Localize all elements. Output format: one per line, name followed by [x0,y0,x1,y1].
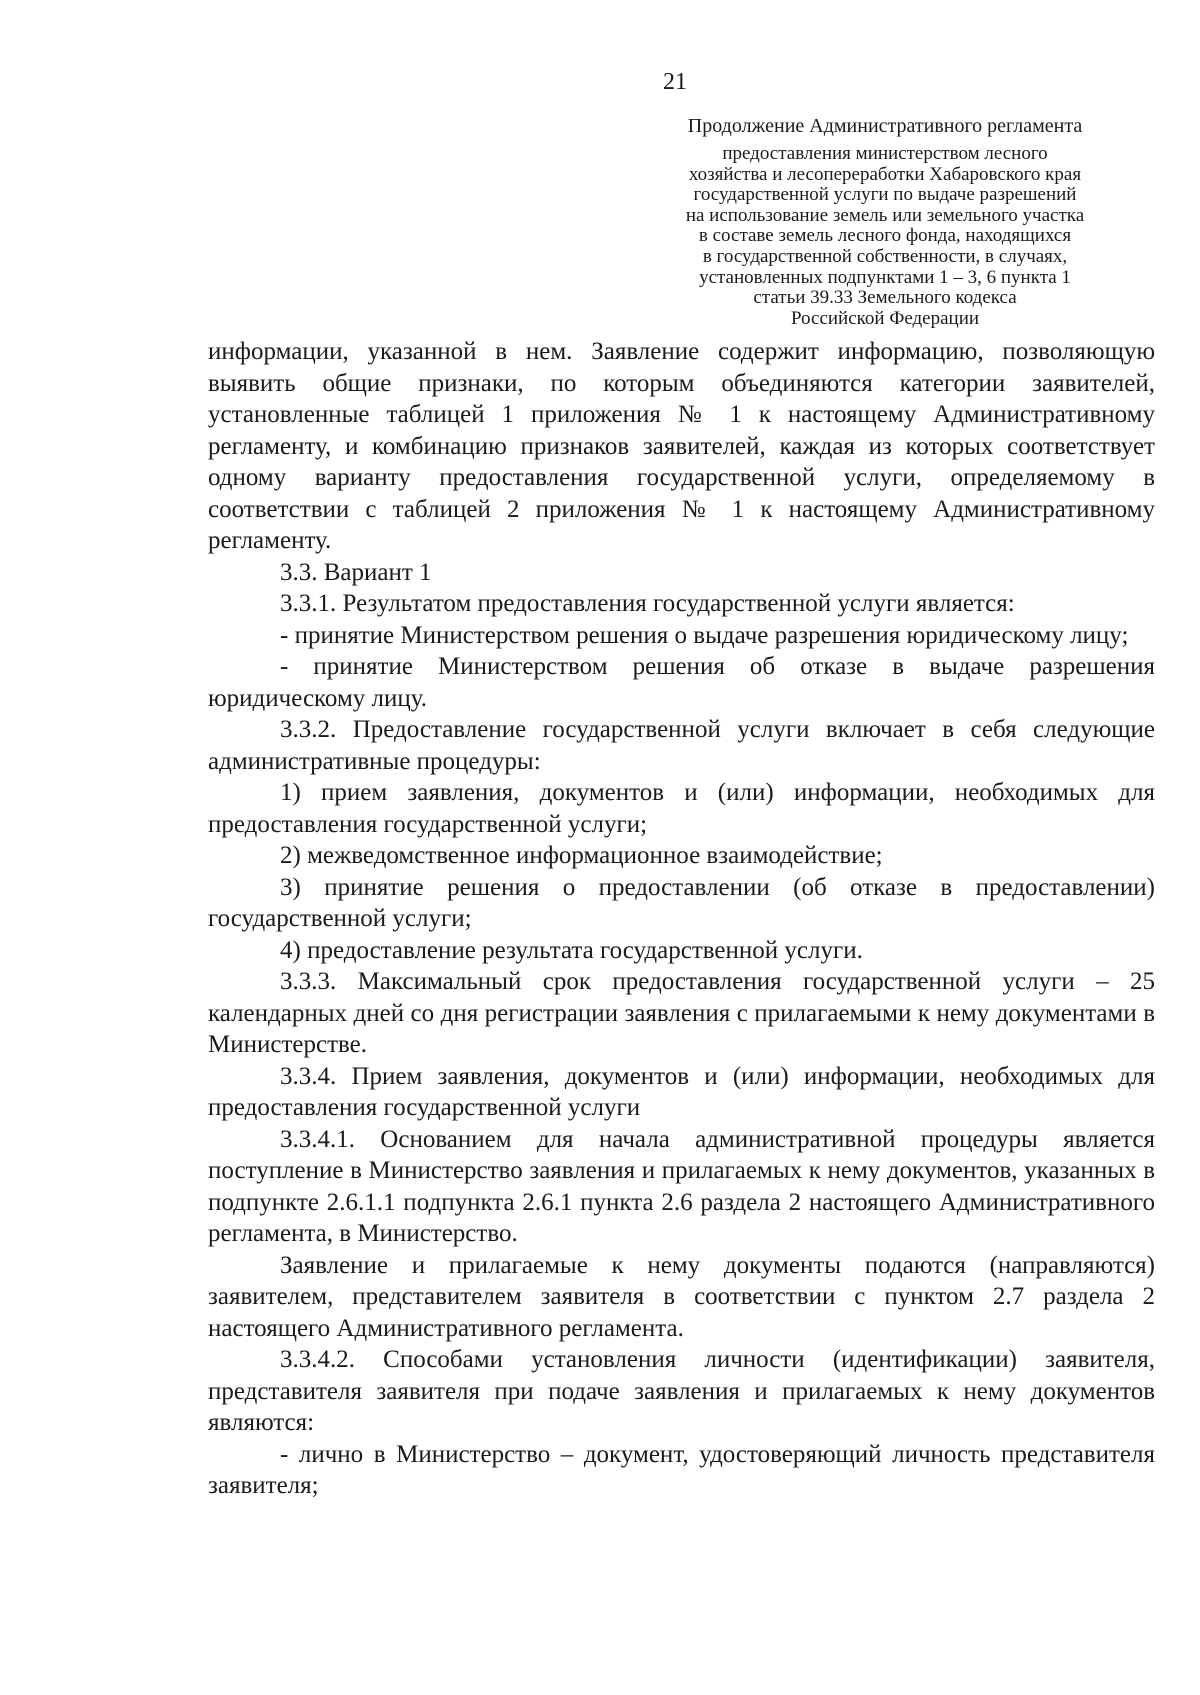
page-number: 21 [663,69,687,95]
header-line: статьи 39.33 Земельного кодекса [753,287,1017,309]
list-item-in-person: - лично в Министерство – документ, удостоверяющий личность представителя заявителя; [208,1440,1155,1499]
procedure-item-1: 1) прием заявления, документов и (или) информации, необходимых для предоставления государственной услуги; [208,779,1155,838]
list-item-result-refusal: - принятие Министерством решения об отказе в выдаче разрешения юридическому лицу. [208,653,1155,712]
section-heading-3-3: 3.3. Вариант 1 [280,558,432,586]
header-line: в государственной собственности, в случаях, [702,245,1068,267]
document-header [625,112,1145,329]
header-line: на использование земель или земельного участка [685,204,1085,226]
list-item-result-issue: - принятие Министерством решения о выдаче разрешения юридическому лицу; [280,621,1129,649]
header-line: Российской Федерации [790,307,980,329]
paragraph-continuation: информации, указанной в нем. Заявление содержит информацию, позволяющую выявить общие признаки, по которым объединяются категории заявителей, установленные таблицей 1 приложения № 1 к настоящему Административному регламенту, и комбинацию признаков заявителей, каждая из которых соответствует одному варианту предоставления государственной услуги, определяемому в соответствии с таблицей 2 приложения № 1 к настоящему Административному регламенту. [208,338,1155,554]
procedure-item-4: 4) предоставление результата государственной услуги. [280,936,863,964]
paragraph-3-3-4: 3.3.4. Прием заявления, документов и (или) информации, необходимых для предоставления государственной услуги [208,1062,1155,1121]
paragraph-3-3-2: 3.3.2. Предоставление государственной услуги включает в себя следующие административные процедуры: [208,716,1155,775]
paragraph-3-3-1: 3.3.1. Результатом предоставления государственной услуги является: [280,590,1015,617]
header-title: Продолжение Административного регламента [687,115,1083,137]
paragraph-3-3-3: 3.3.3. Максимальный срок предоставления государственной услуги – 25 календарных дней со дня регистрации заявления с прилагаемыми к нему документами в Министерстве. [208,968,1155,1058]
procedure-item-3: 3) принятие решения о предоставлении (об отказе в предоставлении) государственной услуги; [208,873,1155,932]
header-line: хозяйства и лесопереработки Хабаровского края [688,163,1082,185]
header-line: в составе земель лесного фонда, находящихся [698,225,1072,247]
header-line: предоставления министерством лесного [722,143,1048,164]
paragraph-submission: Заявление и прилагаемые к нему документы подаются (направляются) заявителем, представителем заявителя в соответствии с пунктом 2.7 раздела 2 настоящего Административного регламента. [208,1251,1155,1342]
header-line: установленных подпунктами 1 – 3, 6 пункта 1 [699,266,1071,288]
header-line: государственной услуги по выдаче разрешений [693,184,1077,206]
document-body [208,336,1155,1502]
paragraph-3-3-4-1: 3.3.4.1. Основанием для начала административной процедуры является поступление в Министерство заявления и прилагаемых к нему документов, указанных в подпункте 2.6.1.1 подпункта 2.6.1 пункта 2.6 раздела 2 настоящего Административного регламента, в Министерство. [208,1125,1155,1247]
procedure-item-2: 2) межведомственное информационное взаимодействие; [280,842,883,869]
paragraph-3-3-4-2: 3.3.4.2. Способами установления личности (идентификации) заявителя, представителя заявителя при подаче заявления и прилагаемых к нему документов являются: [208,1346,1155,1436]
